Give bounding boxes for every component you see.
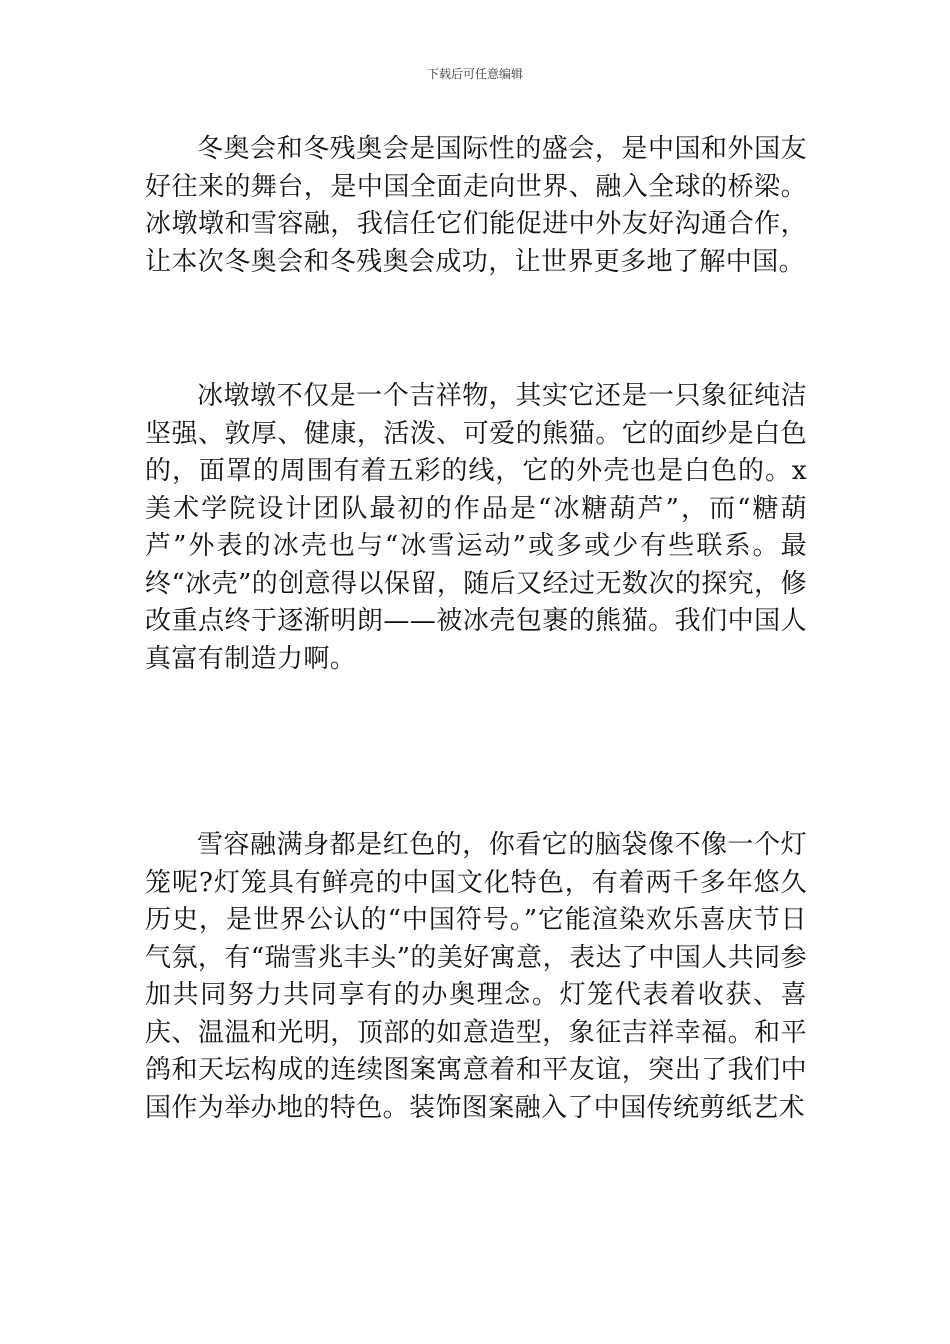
paragraph-2: 冰墩墩不仅是一个吉祥物，其实它还是一只象征纯洁坚强、敦厚、健康，活泼、可爱的熊猫。它的面纱是白色的，面罩的周围有着五彩的线，它的外壳也是白色的。x美术学院设计团队最初的作品是“冰糖葫芦”，而“糖葫芦”外表的冰壳也与“冰雪运动”或多或少有些联系。最终“冰壳”的创意得以保留，随后又经过无数次的探究，修改重点终于逐渐明朗——被冰壳包裹的熊猫。我们中国人真富有制造力啊。 — [145, 381, 807, 674]
page-header: 下载后可任意编辑 — [426, 67, 523, 81]
paragraph-1: 冬奥会和冬残奥会是国际性的盛会，是中国和外国友好往来的舞台，是中国全面走向世界、融入全球的桥梁。冰墩墩和雪容融，我信任它们能促进中外友好沟通合作，让本次冬奥会和冬残奥会成功，让世界更多地了解中国。 — [145, 134, 807, 277]
paragraph-3: 雪容融满身都是红色的，你看它的脑袋像不像一个灯笼呢?灯笼具有鲜亮的中国文化特色，有着两千多年悠久历史，是世界公认的“中国符号。”它能渲染欢乐喜庆节日气氛，有“瑞雪兆丰头”的美好寓意，表达了中国人共同参加共同努力共同享有的办奥理念。灯笼代表着收获、喜庆、温温和光明，顶部的如意造型，象征吉祥幸福。和平鸽和天坛构成的连续图案寓意着和平友谊，突出了我们中国作为举办地的特色。装饰图案融入了中国传统剪纸艺术 — [145, 830, 807, 1123]
